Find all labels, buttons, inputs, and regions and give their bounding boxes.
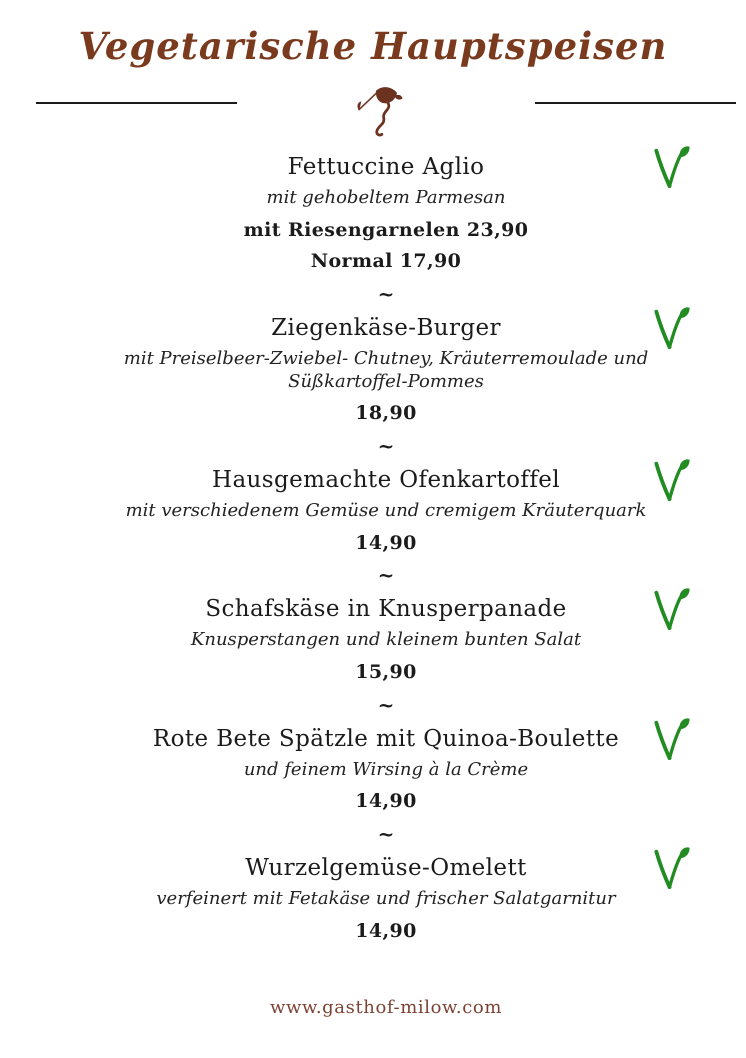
item-separator: ~: [377, 563, 395, 588]
item-name: Wurzelgemüse-Omelett: [245, 855, 527, 882]
menu-item: [36, 152, 736, 273]
vegetarian-v-leaf-icon: [650, 586, 690, 634]
price-line: mit Riesengarnelen 23,90: [243, 218, 529, 241]
menu-item: [36, 724, 736, 813]
vegetarian-v-leaf-icon: [650, 144, 690, 192]
item-name: Ziegenkäse-Burger: [271, 315, 501, 342]
item-separator: ~: [377, 433, 395, 458]
item-separator: ~: [377, 282, 395, 307]
item-description: mit gehobeltem Parmesan: [266, 187, 506, 209]
item-prices: [36, 790, 736, 813]
page-title: Vegetarische Hauptspeisen: [78, 24, 668, 68]
price-line: 14,90: [355, 790, 417, 813]
item-prices: [36, 920, 736, 943]
item-separator: ~: [377, 822, 395, 847]
vegetarian-v-leaf-icon: [650, 305, 690, 353]
menu-item: [36, 853, 736, 942]
price-line: 14,90: [355, 531, 417, 554]
item-description: verfeinert mit Fetakäse und frischer Salatgarnitur: [156, 888, 616, 910]
divider-line-right: [535, 102, 736, 104]
menu-item: [36, 465, 736, 554]
menu-item: [36, 313, 736, 425]
item-description: mit verschiedenem Gemüse und cremigem Kräuterquark: [125, 500, 647, 522]
divider-line-left: [36, 102, 237, 104]
menu-item: [36, 594, 736, 683]
item-description: Knusperstangen und kleinem bunten Salat: [190, 629, 582, 651]
item-name: Fettuccine Aglio: [287, 154, 485, 180]
vegetarian-v-leaf-icon: [650, 457, 690, 505]
header-divider: [36, 74, 736, 132]
vegetarian-v-leaf-icon: [650, 716, 690, 764]
item-description: mit Preiselbeer-Zwiebel- Chutney, Kräuterremoulade und Süßkartoffel-Pommes: [123, 348, 649, 392]
item-name: Rote Bete Spätzle mit Quinoa-Boulette: [152, 725, 620, 752]
menu-header: [0, 0, 746, 132]
footer-url: www.gasthof-milow.com: [269, 997, 503, 1018]
menu-footer: [36, 997, 736, 1018]
price-line: Normal 17,90: [310, 250, 462, 273]
vegetarian-v-leaf-icon: [650, 845, 690, 893]
item-description: und feinem Wirsing à la Crème: [243, 758, 529, 780]
price-line: 18,90: [355, 402, 417, 425]
price-line: 14,90: [355, 919, 417, 942]
item-separator: ~: [377, 692, 395, 717]
item-prices: [36, 402, 736, 425]
item-name: Hausgemachte Ofenkartoffel: [211, 466, 561, 493]
item-name: Schafskäse in Knusperpanade: [205, 596, 567, 623]
item-prices: [36, 532, 736, 555]
item-prices: [36, 219, 736, 274]
price-line: 15,90: [355, 660, 417, 683]
menu-list: [36, 152, 736, 942]
item-prices: [36, 661, 736, 684]
seahorse-ornament-icon: [354, 82, 418, 140]
